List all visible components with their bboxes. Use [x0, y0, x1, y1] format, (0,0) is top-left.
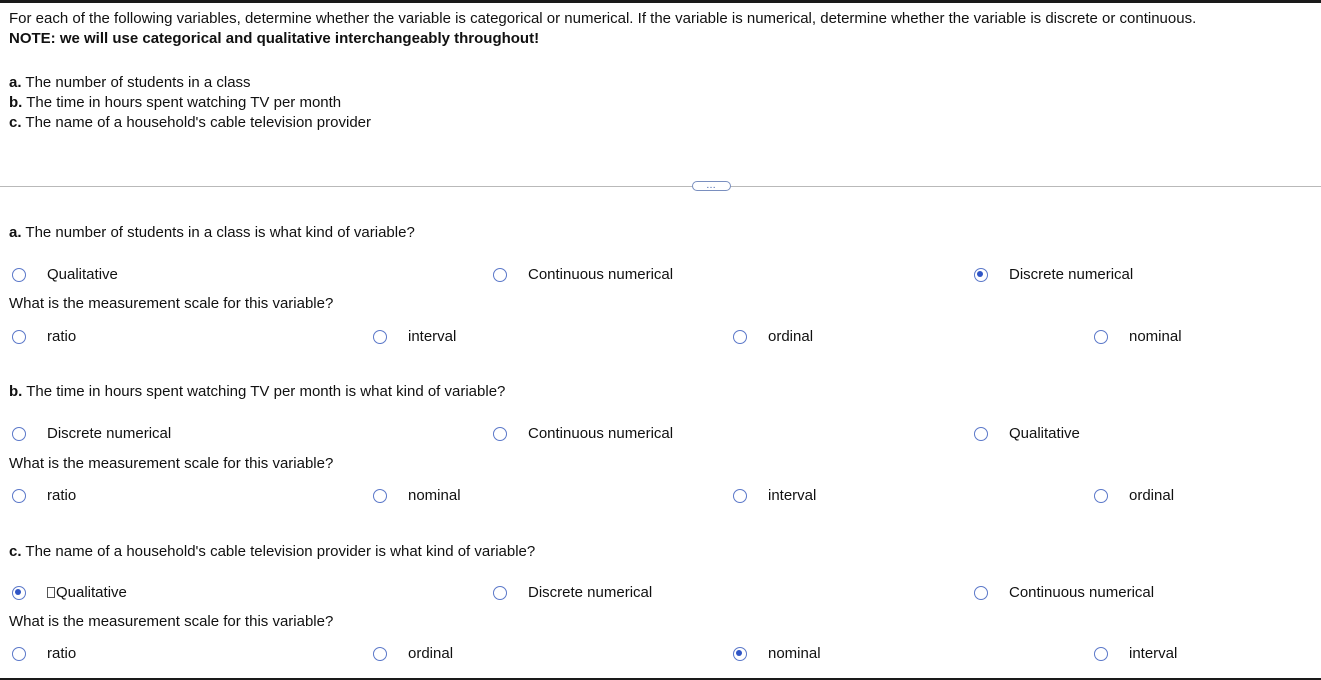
radio-button-selected[interactable]: [733, 647, 747, 661]
q-a-scale-option-ratio[interactable]: [12, 328, 76, 346]
radio-button[interactable]: [493, 268, 507, 282]
section-divider: [0, 186, 1321, 187]
item-text: The name of a household's cable television provider: [25, 114, 371, 131]
question-letter: b.: [9, 383, 23, 400]
q-b-kind-option-qualitative[interactable]: [974, 425, 1080, 443]
option-label: ordinal: [408, 645, 454, 662]
option-label: interval: [768, 487, 817, 504]
q-a-kind-option-discrete[interactable]: [974, 266, 1133, 284]
radio-button[interactable]: [974, 586, 988, 600]
q-c-scale-option-ordinal[interactable]: [373, 645, 453, 663]
option-label-text: Qualitative: [56, 584, 127, 601]
radio-button[interactable]: [12, 427, 26, 441]
q-c-scale-option-interval[interactable]: [1094, 645, 1177, 663]
option-label: interval: [408, 328, 457, 345]
q-b-scale-option-nominal[interactable]: [373, 487, 461, 505]
item-text: The time in hours spent watching TV per month: [26, 94, 342, 111]
question-letter: c.: [9, 543, 22, 560]
option-label: Discrete numerical: [1009, 266, 1134, 283]
question-b-prompt: [9, 383, 505, 401]
radio-button[interactable]: [733, 489, 747, 503]
variable-item-a: [9, 74, 251, 92]
q-c-scale-prompt: What is the measurement scale for this variable?: [9, 613, 334, 630]
radio-button-selected[interactable]: [12, 586, 26, 600]
radio-button[interactable]: [373, 489, 387, 503]
item-text: The number of students in a class: [25, 74, 251, 91]
question-c-prompt: [9, 543, 535, 561]
radio-button[interactable]: [974, 427, 988, 441]
q-c-scale-option-nominal[interactable]: [733, 645, 821, 663]
option-label: ordinal: [1129, 487, 1175, 504]
q-a-kind-option-continuous[interactable]: [493, 266, 673, 284]
option-label: nominal: [1129, 328, 1182, 345]
option-label: Qualitative: [47, 266, 118, 283]
variable-item-b: [9, 94, 341, 112]
option-label: interval: [1129, 645, 1178, 662]
q-a-scale-option-interval[interactable]: [373, 328, 456, 346]
q-c-kind-option-continuous[interactable]: [974, 584, 1154, 602]
instructions-text: For each of the following variables, determine whether the variable is categorical or numerical. If the variable is numerical, determine whether the variable is discrete or continuous.: [9, 10, 1197, 27]
radio-button[interactable]: [373, 330, 387, 344]
q-b-scale-option-ratio[interactable]: [12, 487, 76, 505]
item-letter: a.: [9, 74, 22, 91]
variable-item-c: [9, 114, 371, 132]
q-c-kind-option-discrete[interactable]: [493, 584, 652, 602]
item-letter: b.: [9, 94, 23, 111]
option-label: nominal: [408, 487, 461, 504]
q-b-kind-option-discrete[interactable]: [12, 425, 171, 443]
radio-button[interactable]: [12, 647, 26, 661]
q-a-scale-prompt: What is the measurement scale for this variable?: [9, 295, 334, 312]
radio-button[interactable]: [493, 586, 507, 600]
question-text: The name of a household's cable television provider is what kind of variable?: [25, 543, 536, 560]
q-c-scale-option-ratio[interactable]: [12, 645, 76, 663]
ellipsis-icon: …: [706, 180, 717, 191]
item-letter: c.: [9, 114, 22, 131]
option-label: ratio: [47, 328, 77, 345]
radio-button[interactable]: [373, 647, 387, 661]
missing-glyph-box-icon: [47, 587, 55, 598]
option-label: Continuous numerical: [1009, 584, 1155, 601]
option-label: ratio: [47, 487, 77, 504]
option-label: ordinal: [768, 328, 814, 345]
option-label: Qualitative: [1009, 425, 1080, 442]
question-letter: a.: [9, 224, 22, 241]
radio-button[interactable]: [733, 330, 747, 344]
option-label: [47, 584, 127, 602]
q-c-kind-option-qualitative[interactable]: [12, 584, 127, 602]
radio-button[interactable]: [493, 427, 507, 441]
radio-button[interactable]: [12, 268, 26, 282]
expand-more-button[interactable]: [692, 181, 731, 191]
q-b-scale-option-interval[interactable]: [733, 487, 816, 505]
option-label: nominal: [768, 645, 821, 662]
q-a-scale-option-nominal[interactable]: [1094, 328, 1182, 346]
option-label: Continuous numerical: [528, 425, 674, 442]
question-a-prompt: [9, 224, 415, 242]
top-border: [0, 0, 1321, 3]
radio-button[interactable]: [1094, 647, 1108, 661]
radio-button[interactable]: [12, 330, 26, 344]
q-b-kind-option-continuous[interactable]: [493, 425, 673, 443]
option-label: Continuous numerical: [528, 266, 674, 283]
radio-button[interactable]: [1094, 489, 1108, 503]
q-a-kind-option-qualitative[interactable]: [12, 266, 118, 284]
option-label: Discrete numerical: [47, 425, 172, 442]
radio-button[interactable]: [12, 489, 26, 503]
option-label: ratio: [47, 645, 77, 662]
radio-button-selected[interactable]: [974, 268, 988, 282]
question-text: The time in hours spent watching TV per month is what kind of variable?: [26, 383, 506, 400]
question-text: The number of students in a class is what kind of variable?: [25, 224, 415, 241]
q-b-scale-option-ordinal[interactable]: [1094, 487, 1174, 505]
note-text: NOTE: we will use categorical and qualitative interchangeably throughout!: [9, 30, 540, 47]
q-b-scale-prompt: What is the measurement scale for this variable?: [9, 455, 334, 472]
radio-button[interactable]: [1094, 330, 1108, 344]
option-label: Discrete numerical: [528, 584, 653, 601]
q-a-scale-option-ordinal[interactable]: [733, 328, 813, 346]
